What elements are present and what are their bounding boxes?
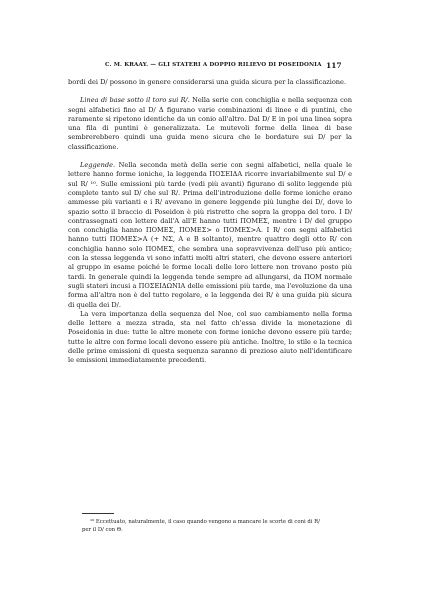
running-title: C. M. KRAAY. — GLI STATERI A DOPPIO RILIEVO DI POSEIDONIA <box>105 62 322 68</box>
section-heading-linea-di-base: Linea di base sotto il toro sui R/. <box>80 96 190 105</box>
footnote-line-1: ¹⁰ Eccettuato, naturalmente, il caso quando vengono a mancare le scorte di coni di R/ <box>90 519 320 525</box>
paragraph-1: bordi dei D/ possono in genere considerarsi una guida sicura per la classificazione. <box>68 78 347 86</box>
paragraph-2 <box>68 96 352 152</box>
main-text <box>68 78 352 366</box>
footnote-divider <box>82 513 114 514</box>
paragraph-2-text: Nella serie con conchiglia e nella sequenza con segni alfabetici fino al D/ Δ figurano varie combinazioni di linee e di puntini, che raramente si ripetono identiche da un conio all'altro. Dal D/ E in poi una linea sopra una fila di puntini è generalizzata. Le mutevoli forme della linea di base sembrerebbero quindi una guida meno sicura che le bordature sui D/ per la classificazione. <box>68 96 352 151</box>
paragraph-4: La vera importanza della sequenza del Noe, col suo cambiamento nella forma delle lettere a mezza strada, sta nel fatto ch'essa divide la monetazione di Poseidonia in due: tutte le altre monete con forme ioniche devono essere più tarde; tutte le altre con forme locali devono essere più antiche. Inoltre, lo stile e la tecnica delle prime emissioni di questa sequenza saranno di prezioso aiuto nell'identificare le emissioni immediatamente precedenti. <box>68 309 352 365</box>
paragraph-3-text: Nella seconda metà della serie con segni alfabetici, nella quale le lettere hanno forme ioniche, la leggenda ΠΟΣΕΙΔΑ ricorre invariabilmente sul D/ e sul R/ ¹⁰. Sulle emissioni più tarde (vedi più avanti) figurano di solito leggende più complete tanto sul D/ che sul R/. Prima dell'introduzione delle forme ioniche erano ammesse più varianti e i R/ avevano in genere leggende più lunghe dei D/, dove lo spazio sotto il braccio di Poseidon è più ristretto che sopra la groppa del toro. I D/ contrassegnati con lettere dall'A all'E hanno tutti ΠΟΜΕΣ, mentre i D/ del gruppo con conchiglia hanno ΠΟΜΕΣ, ΠΟΜΕΣ> o ΠΟΜΕΣ>A. I R/ con segni alfabetici hanno tutti ΠΟΜΕΣ>A (+ NΣ, A e B soltanto), mentre quattro degli otto R/ con conchiglia hanno solo ΠΟΜΕΣ, che sembra una sopravvivenza dell'uso più antico; con la stessa leggenda vi sono infatti molti altri stateri, che devono essere anteriori al gruppo in esame poiché le forme locali delle loro lettere non trovano posto più tardi. In generale quindi la leggenda tende sempre ad allungarsi, da ΠΟΜ normale sugli stateri incusi a ΠΟΣΕΙΔΩΝΙΑ delle emissioni più tarde, ma l'evoluzione da una forma all'altra non è del tutto regolare, e la leggenda dei R/ è una guida più sicura di quella dei D/. <box>68 161 352 309</box>
paragraph-3 <box>68 161 352 310</box>
footnote <box>82 519 352 534</box>
page-number: 117 <box>326 61 342 70</box>
section-heading-leggende: Leggende. <box>80 161 116 170</box>
footnote-line-2: per il D/ con Θ. <box>82 526 123 533</box>
